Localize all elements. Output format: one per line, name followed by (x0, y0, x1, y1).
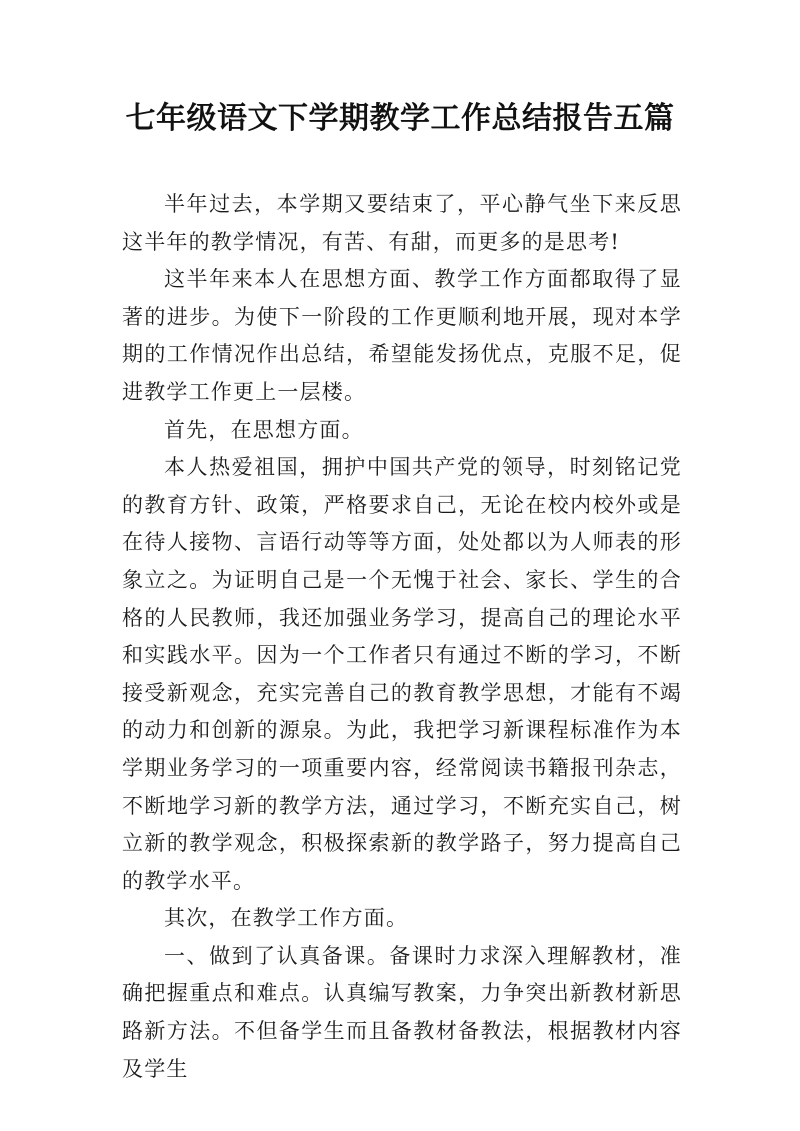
document-title: 七年级语文下学期教学工作总结报告五篇 (125, 101, 675, 136)
section-heading-thought: 首先，在思想方面。 (164, 417, 364, 442)
paragraph-lesson-prep: 一、做到了认真备课。备课时力求深入理解教材，准确把握重点和难点。认真编写教案，力争突出新教材新思路新方法。不但备学生而且备教材备教法，根据教材内容及学生 (122, 943, 682, 1081)
paragraph-progress: 这半年来本人在思想方面、教学工作方面都取得了显著的进步。为使下一阶段的工作更顺利地开展，现对本学期的工作情况作出总结，希望能发扬优点，克服不足，促进教学工作更上一层楼。 (122, 267, 682, 404)
paragraph-intro: 半年过去，本学期又要结束了，平心静气坐下来反思这半年的教学情况，有苦、有甜，而更多的是思考! (122, 192, 682, 254)
paragraph-thought: 本人热爱祖国，拥护中国共产党的领导，时刻铭记党的教育方针、政策，严格要求自己，无论在校内校外或是在待人接物、言语行动等等方面，处处都以为人师表的形象立之。为证明自己是一个无愧于社会、家长、学生的合格的人民教师，我还加强业务学习，提高自己的理论水平和实践水平。因为一个工作者只有通过不断的学习，不断接受新观念，充实完善自己的教育教学思想，才能有不竭的动力和创新的源泉。为此，我把学习新课程标准作为本学期业务学习的一项重要内容，经常阅读书籍报刊杂志，不断地学习新的教学方法，通过学习，不断充实自己，树立新的教学观念，积极探索新的教学路子，努力提高自己的教学水平。 (122, 455, 682, 893)
document-body (122, 186, 682, 1088)
section-heading-teaching: 其次，在教学工作方面。 (164, 906, 409, 931)
